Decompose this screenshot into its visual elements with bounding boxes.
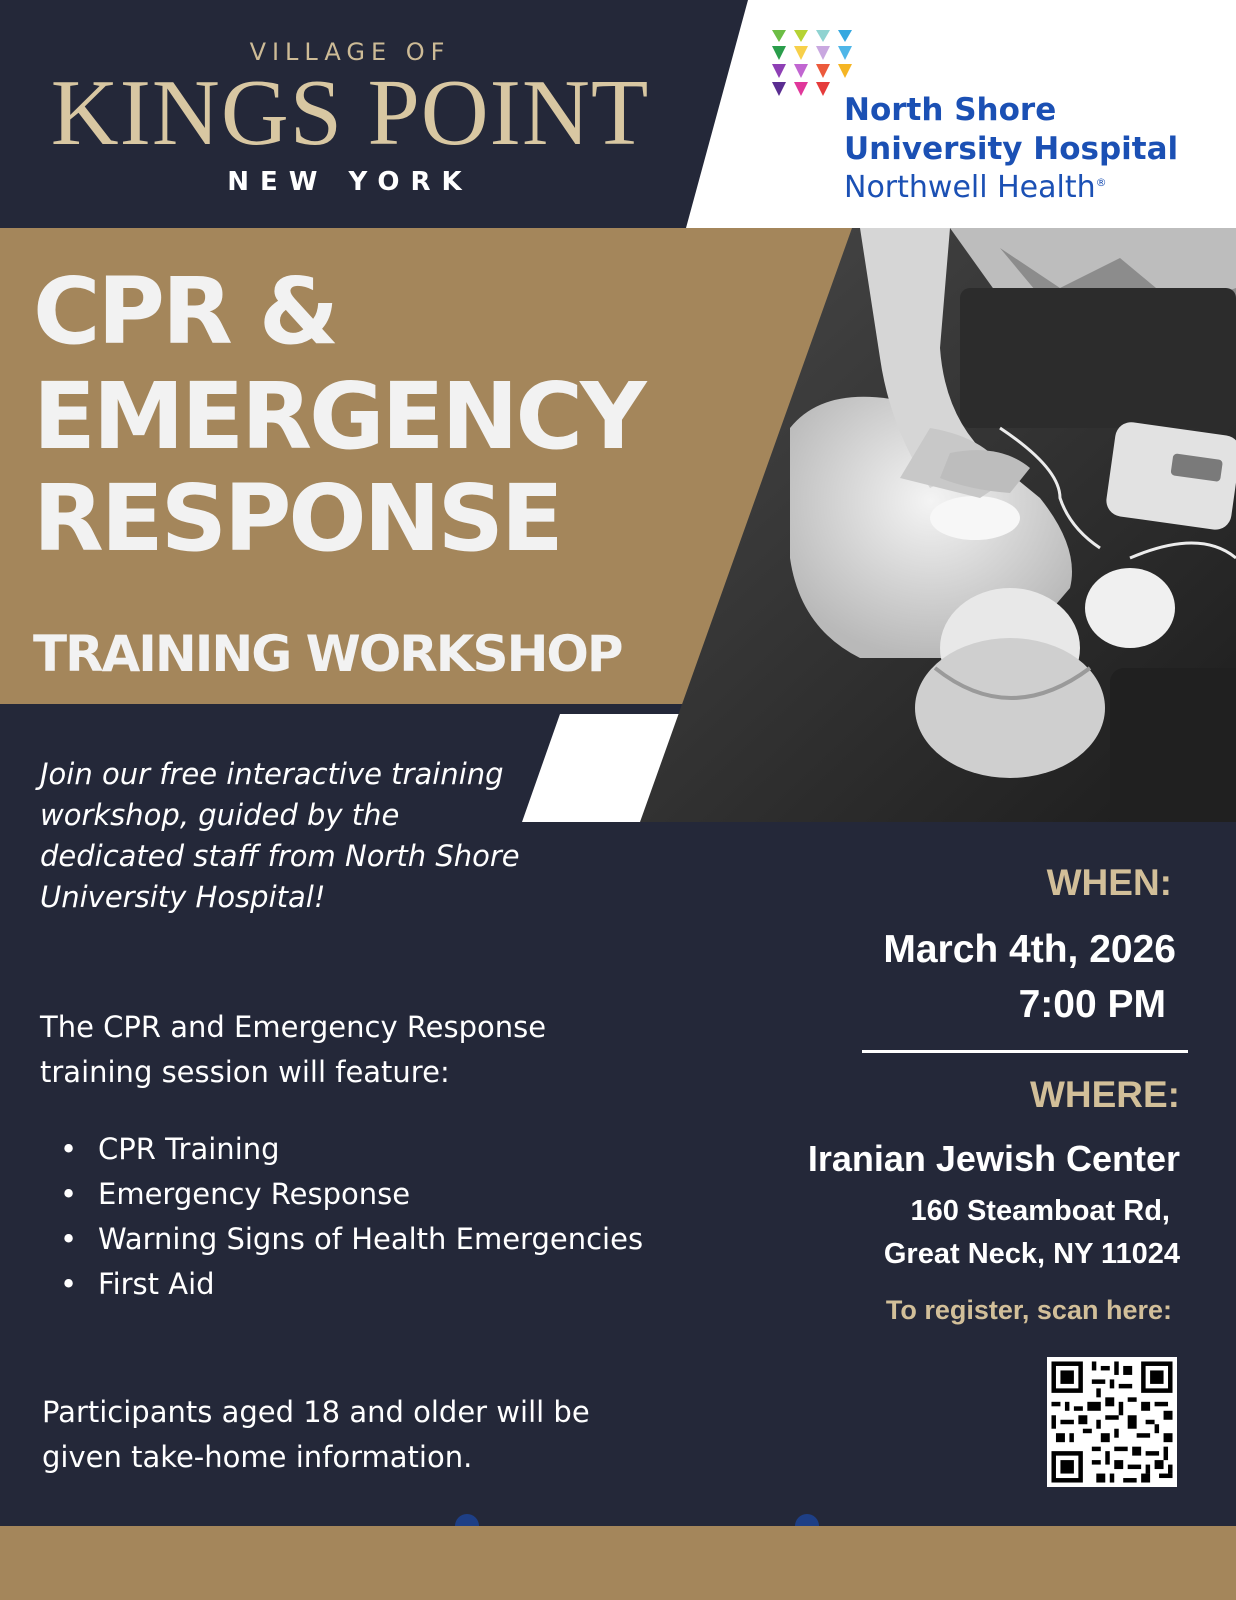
footer-dot bbox=[455, 1514, 479, 1526]
title-line-2: EMERGENCY bbox=[33, 363, 644, 470]
event-date: March 4th, 2026 bbox=[883, 928, 1176, 971]
kings-point-logo-text: KINGS POINT bbox=[50, 61, 650, 165]
divider bbox=[862, 1050, 1188, 1053]
feature-label: First Aid bbox=[98, 1267, 215, 1301]
village-of-label: VILLAGE OF bbox=[249, 38, 451, 66]
register-prompt: To register, scan here: bbox=[885, 1295, 1172, 1325]
event-time: 7:00 PM bbox=[1018, 983, 1166, 1026]
footer-dot bbox=[795, 1514, 819, 1526]
partner-network-name: Northwell Health bbox=[844, 170, 1096, 205]
title-line-1: CPR & bbox=[33, 258, 337, 365]
where-label: WHERE: bbox=[1029, 1074, 1180, 1115]
venue-name: Iranian Jewish Center bbox=[807, 1138, 1180, 1179]
features-intro: The CPR and Emergency Response training session will feature: bbox=[40, 1010, 547, 1089]
bullet: • bbox=[60, 1177, 78, 1211]
bullet: • bbox=[60, 1267, 78, 1301]
bullet: • bbox=[60, 1132, 78, 1166]
address-line2: Great Neck, NY 11024 bbox=[883, 1238, 1180, 1270]
qr-code-icon[interactable] bbox=[1047, 1357, 1177, 1487]
bullet: • bbox=[60, 1222, 78, 1256]
partner-name-line2: University Hospital bbox=[844, 131, 1179, 167]
when-label: WHEN: bbox=[1046, 862, 1172, 903]
feature-label: Emergency Response bbox=[98, 1177, 411, 1211]
list-item bbox=[60, 1127, 643, 1172]
address-line1: 160 Steamboat Rd, bbox=[910, 1195, 1170, 1227]
feature-label: CPR Training bbox=[98, 1132, 280, 1166]
partner-name-line3 bbox=[844, 170, 1107, 205]
feature-label: Warning Signs of Health Emergencies bbox=[98, 1222, 644, 1256]
intro-text: Join our free interactive training workshop, guided by the dedicated staff from North Shore University Hospital! bbox=[40, 757, 520, 914]
registered-mark: ® bbox=[1095, 176, 1107, 189]
list-item bbox=[60, 1217, 643, 1262]
new-york-label: NEW YORK bbox=[227, 167, 473, 197]
title-line-3: RESPONSE bbox=[33, 465, 561, 572]
feature-list bbox=[60, 1127, 643, 1307]
participants-note: Participants aged 18 and older will be given take-home information. bbox=[42, 1395, 590, 1474]
list-item bbox=[60, 1262, 643, 1307]
partner-name-line1: North Shore bbox=[844, 92, 1057, 128]
list-item bbox=[60, 1172, 643, 1217]
footer-band bbox=[0, 1526, 1236, 1600]
workshop-subtitle: TRAINING WORKSHOP bbox=[33, 625, 622, 683]
